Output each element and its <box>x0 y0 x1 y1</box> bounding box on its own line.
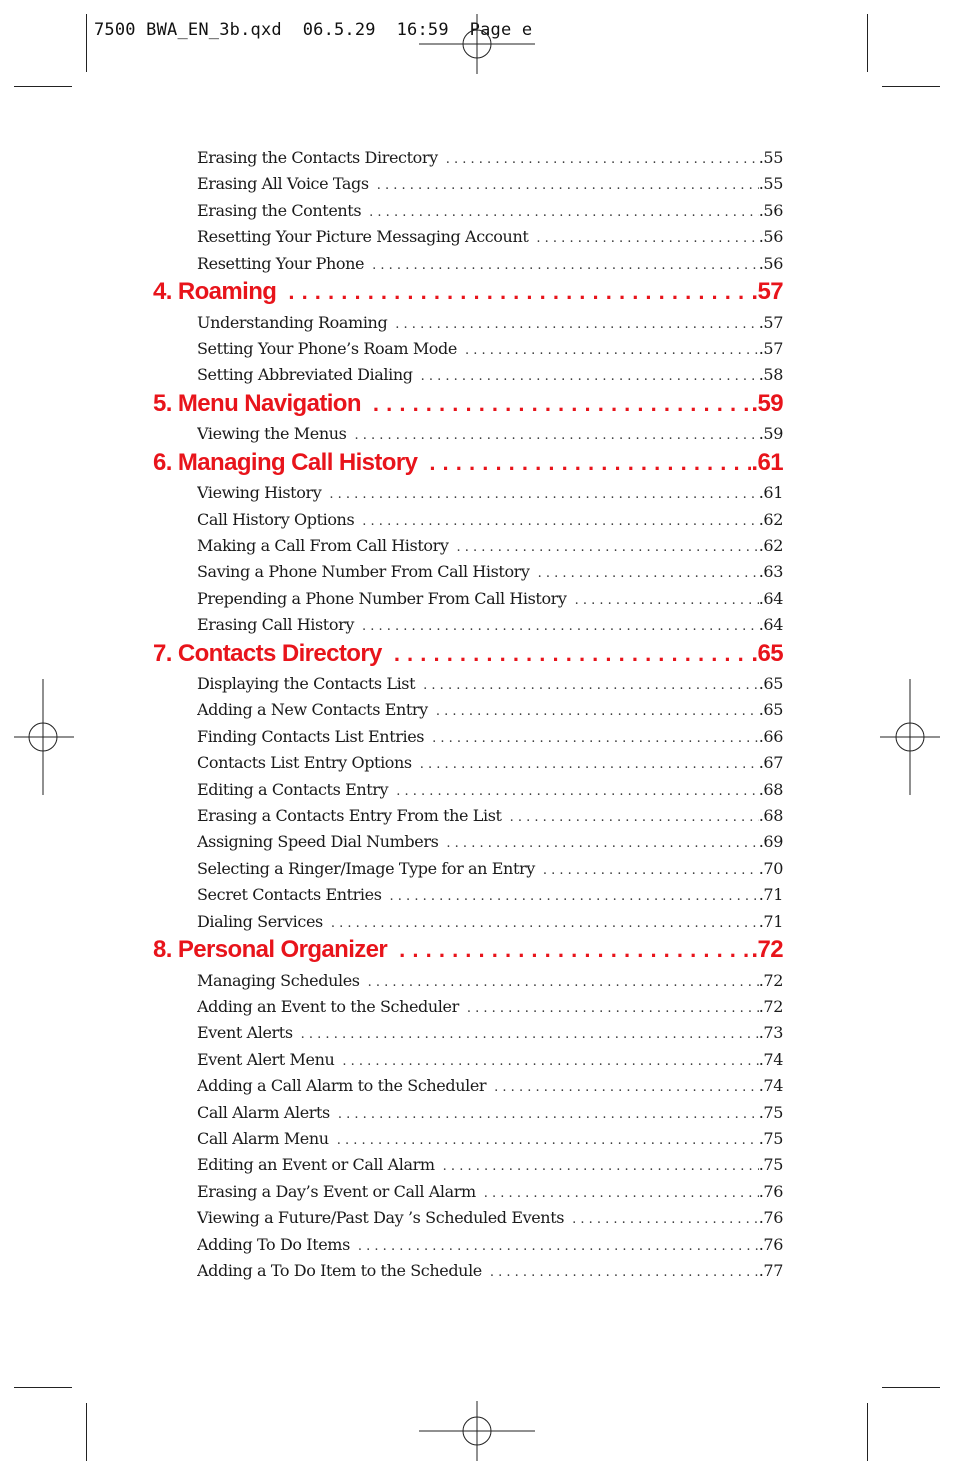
toc-entry <box>197 859 783 883</box>
toc-page-number: .64 <box>758 588 783 608</box>
toc-entry <box>197 365 783 389</box>
toc-entry <box>197 227 783 251</box>
toc-dot-leader <box>331 916 759 931</box>
toc-entry-title: Erasing a Contacts Entry From the List <box>197 806 502 825</box>
toc-page-number: .57 <box>758 338 783 358</box>
toc-page-number: .73 <box>758 1023 783 1043</box>
toc-dot-leader <box>494 1080 759 1095</box>
toc-entry <box>197 912 783 936</box>
toc-dot-leader <box>572 1212 759 1227</box>
toc-page-number: .62 <box>758 509 783 529</box>
toc-dot-leader <box>484 1186 759 1201</box>
crop-mark-br-v <box>867 1403 868 1461</box>
toc-entry <box>197 510 783 534</box>
toc-page-number: .61 <box>758 483 783 503</box>
toc-page-number: .75 <box>758 1102 783 1122</box>
toc-dot-leader <box>536 231 758 246</box>
toc-dot-leader <box>342 1054 758 1069</box>
toc-entry <box>197 1182 783 1206</box>
toc-dot-leader <box>575 593 759 608</box>
toc-dot-leader <box>429 450 751 476</box>
toc-entry-title: Call Alarm Alerts <box>197 1102 330 1122</box>
crop-mark-tr-v <box>867 14 868 72</box>
toc-page-number: .67 <box>758 753 783 773</box>
toc-dot-leader <box>369 205 759 220</box>
toc-entry <box>197 562 783 586</box>
toc-dot-leader <box>510 810 759 825</box>
toc-chapter-title: 4. Roaming <box>153 278 277 305</box>
toc-entry-title: Setting Your Phone’s Roam Mode <box>197 338 457 358</box>
toc-chapter-title: 8. Personal Organizer <box>153 936 388 963</box>
toc-dot-leader <box>467 1001 759 1016</box>
toc-entry-title: Understanding Roaming <box>197 312 388 332</box>
toc-dot-leader <box>362 514 758 529</box>
toc-entry-title: Adding a Call Alarm to the Scheduler <box>197 1076 487 1096</box>
toc-chapter-heading <box>153 936 783 970</box>
toc-entry <box>197 424 783 448</box>
crop-mark-bl-h <box>14 1387 72 1388</box>
toc-page-number: .66 <box>758 726 783 746</box>
toc-page-number: .75 <box>758 1128 783 1148</box>
toc-page-number: .64 <box>758 615 783 635</box>
toc-dot-leader <box>396 784 759 799</box>
toc-dot-leader <box>329 487 758 502</box>
toc-chapter-heading <box>153 449 783 483</box>
toc-entry-title: Call History Options <box>197 509 355 529</box>
toc-entry-title: Finding Contacts List Entries <box>197 726 425 746</box>
toc-entry-title: Assigning Speed Dial Numbers <box>197 832 439 852</box>
toc-page-number: .76 <box>758 1181 783 1201</box>
toc-dot-leader <box>436 704 759 719</box>
toc-entry-title: Adding an Event to the Scheduler <box>197 996 459 1016</box>
toc-page-number: .70 <box>758 858 783 878</box>
toc-entry-title: Erasing the Contacts Directory <box>197 148 438 167</box>
toc-entry <box>197 1208 783 1232</box>
toc-page-number: .56 <box>758 227 783 247</box>
toc-entry-title: Adding a To Do Item to the Schedule <box>197 1260 482 1280</box>
toc-entry-title: Displaying the Contacts List <box>197 674 416 693</box>
toc-dot-leader <box>446 152 759 167</box>
toc-entry <box>197 148 783 172</box>
toc-dot-leader <box>490 1265 759 1280</box>
toc-dot-leader <box>446 836 758 851</box>
toc-dot-leader <box>543 863 759 878</box>
toc-dot-leader <box>420 757 759 772</box>
toc-entry-title: Erasing a Day’s Event or Call Alarm <box>197 1181 476 1201</box>
toc-entry <box>197 615 783 639</box>
toc-dot-leader <box>443 1159 759 1174</box>
toc-entry <box>197 589 783 613</box>
crop-mark-tr-h <box>882 86 940 87</box>
toc-dot-leader <box>358 1239 759 1254</box>
toc-page-number: .59 <box>758 424 783 444</box>
toc-page-number: .68 <box>758 779 783 799</box>
toc-entry-title: Call Alarm Menu <box>197 1128 329 1148</box>
toc-entry-title: Erasing the Contents <box>197 200 362 220</box>
toc-entry-title: Saving a Phone Number From Call History <box>197 562 530 582</box>
toc-dot-leader <box>395 317 758 332</box>
print-slug: 7500 BWA_EN_3b.qxd 06.5.29 16:59 Page e <box>94 20 533 40</box>
toc-page-number: .58 <box>758 365 783 385</box>
toc-entry <box>197 1050 783 1074</box>
toc-chapter-title: 7. Contacts Directory <box>153 639 382 667</box>
toc-dot-leader <box>338 1107 759 1122</box>
toc-entry <box>197 254 783 278</box>
toc-entry <box>197 1023 783 1047</box>
toc-entry <box>197 806 783 830</box>
toc-entry-title: Event Alert Menu <box>197 1049 335 1069</box>
toc-entry-title: Viewing a Future/Past Day ’s Scheduled Events <box>197 1208 565 1228</box>
toc-dot-leader <box>456 540 758 555</box>
toc-entry <box>197 674 783 698</box>
toc-page-number: .74 <box>758 1049 783 1069</box>
toc-page-number: .55 <box>758 148 783 167</box>
toc-page-number: .72 <box>758 970 783 990</box>
toc-page-number: .69 <box>758 832 783 852</box>
toc-entry <box>197 971 783 995</box>
toc-entry <box>197 885 783 909</box>
registration-mark-left <box>14 679 74 795</box>
toc-page-number: .72 <box>751 936 783 963</box>
toc-page-number: .77 <box>758 1260 783 1280</box>
toc-entry-title: Event Alerts <box>197 1023 293 1043</box>
toc-dot-leader <box>362 619 759 634</box>
toc-entry-title: Viewing the Menus <box>197 424 347 444</box>
toc-entry-title: Setting Abbreviated Dialing <box>197 365 413 385</box>
toc-entry <box>197 1103 783 1127</box>
toc-entry <box>197 174 783 198</box>
toc-page-number: .61 <box>751 448 783 476</box>
toc-page-number: .65 <box>751 639 783 667</box>
toc-dot-leader <box>368 975 759 990</box>
toc-dot-leader <box>288 279 751 305</box>
toc-page-number: .65 <box>758 674 783 693</box>
toc-page-number: .71 <box>758 885 783 905</box>
toc-page-number: .74 <box>758 1076 783 1096</box>
toc-entry <box>197 313 783 337</box>
registration-mark-right <box>880 679 940 795</box>
toc-page-number: .76 <box>758 1234 783 1254</box>
toc-entry <box>197 339 783 363</box>
toc-entry-title: Secret Contacts Entries <box>197 885 382 905</box>
toc-page-number: .56 <box>758 200 783 220</box>
toc-page-number: .59 <box>751 389 783 417</box>
toc-entry <box>197 997 783 1021</box>
toc-dot-leader <box>377 178 759 193</box>
toc-chapter-heading <box>153 390 783 424</box>
toc-entry-title: Making a Call From Call History <box>197 535 449 555</box>
toc-dot-leader <box>421 369 759 384</box>
toc-dot-leader <box>538 566 759 581</box>
toc-dot-leader <box>394 641 752 667</box>
toc-entry-title: Managing Schedules <box>197 970 360 990</box>
toc-dot-leader <box>337 1133 759 1148</box>
toc-page-number: .56 <box>758 253 783 273</box>
toc-entry <box>197 780 783 804</box>
toc-entry <box>197 1155 783 1179</box>
toc-entry <box>197 1076 783 1100</box>
toc-entry-title: Editing an Event or Call Alarm <box>197 1155 435 1175</box>
toc-page-number: .72 <box>758 996 783 1016</box>
toc-dot-leader <box>390 889 759 904</box>
toc-page-number: .55 <box>758 174 783 194</box>
toc-page-number: .63 <box>758 562 783 582</box>
toc-entry <box>197 483 783 507</box>
toc-entry-title: Contacts List Entry Options <box>197 753 412 773</box>
toc-page-number: .71 <box>758 911 783 931</box>
toc-entry-title: Editing a Contacts Entry <box>197 779 389 799</box>
toc-entry-title: Prepending a Phone Number From Call History <box>197 588 567 608</box>
toc-entry <box>197 832 783 856</box>
toc-entry <box>197 727 783 751</box>
toc-entry-title: Adding To Do Items <box>197 1234 350 1254</box>
toc-chapter-title: 6. Managing Call History <box>153 448 418 476</box>
registration-mark-top <box>419 8 535 74</box>
toc-dot-leader <box>354 428 758 443</box>
toc-entry <box>197 1261 783 1285</box>
registration-mark-bottom <box>419 1401 535 1467</box>
toc-chapter-heading <box>153 640 783 674</box>
toc-entry-title: Erasing Call History <box>197 615 354 635</box>
toc-entry <box>197 753 783 777</box>
toc-chapter-heading <box>153 278 783 312</box>
toc-page-number: .65 <box>758 700 783 720</box>
toc-entry <box>197 536 783 560</box>
toc-chapter-title: 5. Menu Navigation <box>153 389 361 417</box>
toc-page-number: .76 <box>758 1208 783 1228</box>
toc-entry-title: Dialing Services <box>197 911 323 931</box>
crop-mark-tl-h <box>14 86 72 87</box>
toc-page-number: .62 <box>758 535 783 555</box>
toc-dot-leader <box>465 343 759 358</box>
toc-entry-title: Resetting Your Picture Messaging Account <box>197 227 529 247</box>
toc-entry-title: Resetting Your Phone <box>197 253 365 273</box>
toc-dot-leader <box>373 391 752 417</box>
toc-entry <box>197 1129 783 1153</box>
toc-page-number: .57 <box>751 278 783 305</box>
toc-dot-leader <box>423 678 759 693</box>
toc-page-number: .57 <box>758 312 783 332</box>
crop-mark-bl-v <box>86 1403 87 1461</box>
toc-dot-leader <box>432 731 759 746</box>
toc-entry <box>197 700 783 724</box>
toc-entry-title: Erasing All Voice Tags <box>197 174 369 194</box>
toc-entry <box>197 201 783 225</box>
toc-entry-title: Viewing History <box>197 483 322 503</box>
toc-entry-title: Adding a New Contacts Entry <box>197 700 428 720</box>
toc-entry-title: Selecting a Ringer/Image Type for an Entry <box>197 858 535 878</box>
toc-page-number: .75 <box>758 1155 783 1175</box>
toc-entry <box>197 1235 783 1259</box>
toc-dot-leader <box>372 258 759 273</box>
toc-dot-leader <box>301 1027 759 1042</box>
toc-dot-leader <box>399 937 751 963</box>
crop-mark-br-h <box>882 1387 940 1388</box>
toc-page-number: .68 <box>758 806 783 825</box>
crop-mark-tl-v <box>86 14 87 72</box>
